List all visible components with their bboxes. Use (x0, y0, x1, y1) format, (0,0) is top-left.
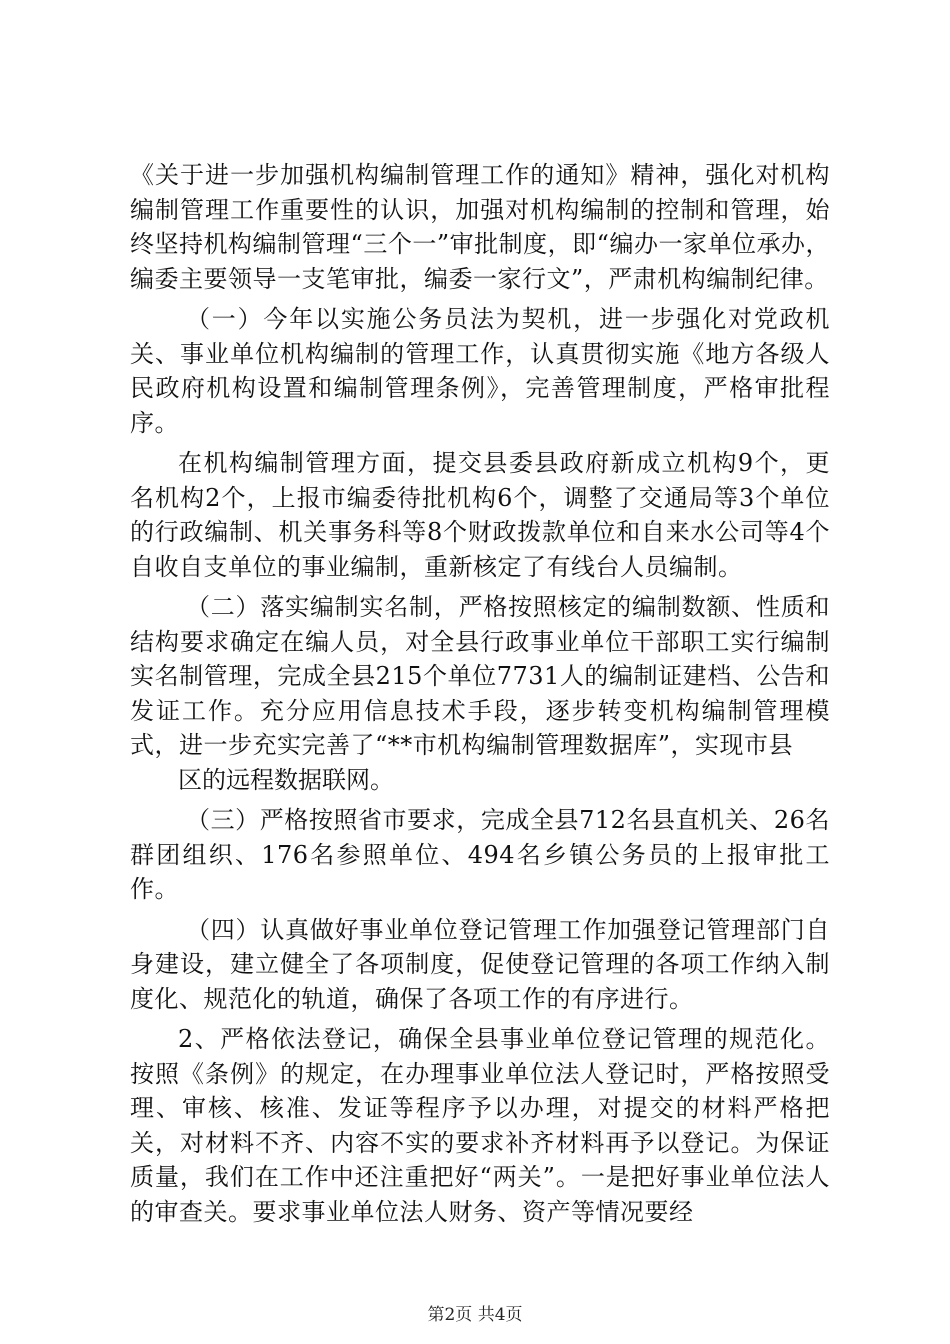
paragraph-item-four: （四）认真做好事业单位登记管理工作加强登记管理部门自身建设，建立健全了各项制度，促使登记管理的各项工作纳入制度化、规范化的轨道，确保了各项工作的有序进行。 (130, 915, 830, 1013)
paragraph-item-one: （一）今年以实施公务员法为契机，进一步强化对党政机关、事业单位机构编制的管理工作，认真贯彻实施《地方各级人民政府机构设置和编制管理条例》，完善管理制度，严格审批程序。 (130, 305, 830, 437)
page-footer (0, 1300, 950, 1325)
paragraph-organization-management: 在机构编制管理方面，提交县委县政府新成立机构9个，更名机构2个，上报市编委待批机构6个，调整了交通局等3个单位的行政编制、机关事务科等8个财政拨款单位和自来水公司等4个自收自支单位的事业编制，重新核定了有线台人员编制。 (130, 449, 830, 581)
paragraph-intro: 《关于进一步加强机构编制管理工作的通知》精神，强化对机构编制管理工作重要性的认识，加强对机构编制的控制和管理，始终坚持机构编制管理“三个一”审批制度，即“编办一家单位承办，编委主要领导一支笔审批，编委一家行文”，严肃机构编制纪律。 (130, 161, 830, 293)
paragraph-item-two-continuation: 区的远程数据联网。 (178, 765, 394, 794)
paragraph-section-two: 2、严格依法登记，确保全县事业单位登记管理的规范化。按照《条例》的规定，在办理事业单位法人登记时，严格按照受理、审核、核准、发证等程序予以办理，对提交的材料严格把关，对材料不齐、内容不实的要求补齐材料再予以登记。为保证质量，我们在工作中还注重把好“两关”。一是把好事业单位法人的审查关。要求事业单位法人财务、资产等情况要经 (130, 1025, 830, 1226)
paragraph-item-two: （二）落实编制实名制，严格按照核定的编制数额、性质和结构要求确定在编人员，对全县行政事业单位干部职工实行编制实名制管理，完成全县215个单位7731人的编制证建档、公告和发证工作。充分应用信息技术手段，逐步转变机构编制管理模式，进一步充实完善了“**市机构编制管理数据库”，实现市县 (130, 593, 830, 759)
page-number-label: 第2页 共4页 (427, 1305, 523, 1325)
document-body (130, 158, 830, 1235)
paragraph-item-three: （三）严格按照省市要求，完成全县712名县直机关、26名群团组织、176名参照单位、494名乡镇公务员的上报审批工作。 (130, 806, 830, 903)
